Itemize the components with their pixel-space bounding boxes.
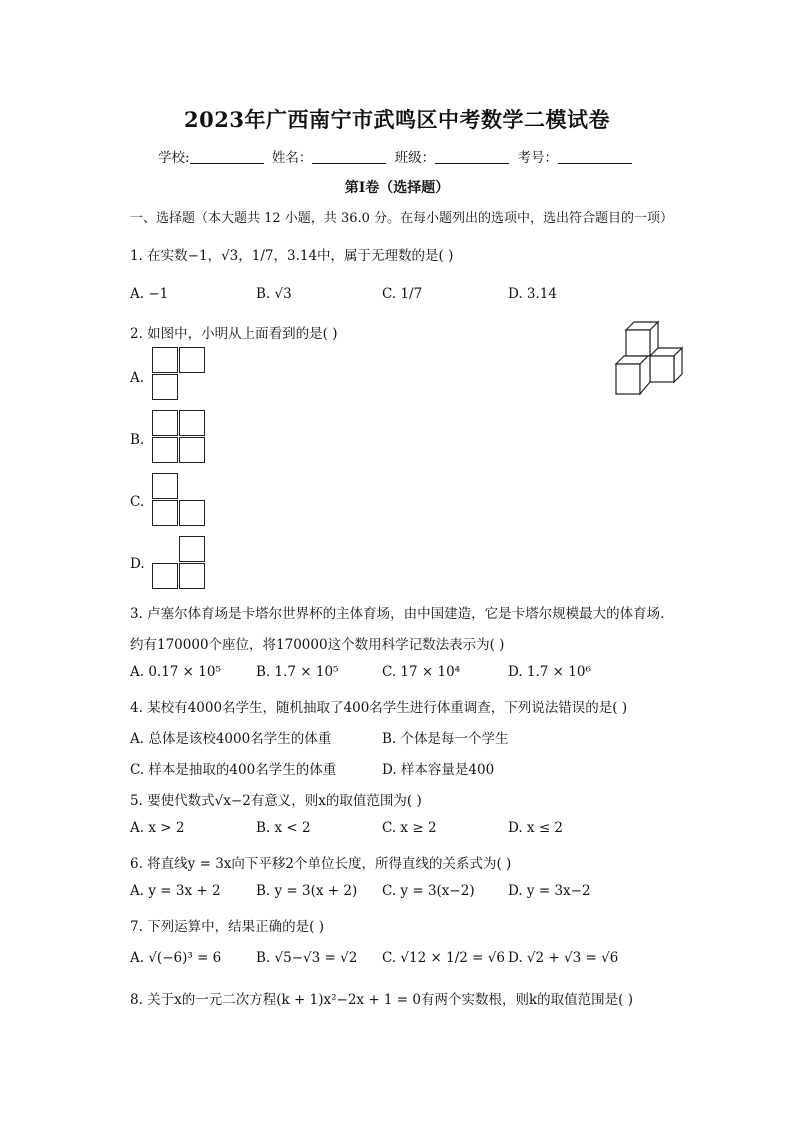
q7-option-d[interactable]: D. √2 + √3 = √6 [508,950,619,966]
school-label: 学校: [158,150,190,166]
q3-option-c[interactable]: C. 17 × 10⁴ [382,664,461,680]
q7-option-a[interactable]: A. √(−6)³ = 6 [130,950,222,966]
q2-d-top-view [152,536,208,592]
student-info-line [0,146,794,166]
q4-option-d[interactable]: D. 样本容量是400 [382,762,495,778]
exam-no-label: 考号： [517,150,558,166]
q2-option-d[interactable]: D. [130,556,145,572]
class-blank [435,149,509,164]
q6-option-c[interactable]: C. y = 3(x−2) [382,883,475,899]
stacked-cubes-figure [612,320,694,398]
q4-option-a[interactable]: A. 总体是该校4000名学生的体重 [130,731,332,747]
section-title: 第Ⅰ卷（选择题） [344,180,450,196]
q1-option-b[interactable]: B. √3 [256,286,292,302]
q6-option-b[interactable]: B. y = 3(x + 2) [256,883,358,899]
class-label: 班级： [394,150,436,166]
exam-no-blank [558,149,632,164]
q5-option-b[interactable]: B. x < 2 [256,820,311,836]
question-7: 7. 下列运算中，结果正确的是( ) [130,919,324,935]
question-8: 8. 关于x的一元二次方程(k + 1)x²−2x + 1 = 0有两个实数根，则k的取值范围是( ) [130,992,633,1008]
q6-option-d[interactable]: D. y = 3x−2 [508,883,591,899]
question-5: 5. 要使代数式√x−2有意义，则x的取值范围为( ) [130,793,422,809]
question-3: 3. 卢塞尔体育场是卡塔尔世界杯的主体育场，由中国建造，它是卡塔尔规模最大的体育场. [130,606,665,622]
q3-option-a[interactable]: A. 0.17 × 10⁵ [130,664,221,680]
q2-c-top-view [152,473,208,529]
q7-option-c[interactable]: C. √12 × 1/2 = √6 [382,950,505,966]
q4-option-c[interactable]: C. 样本是抽取的400名学生的体重 [130,762,337,778]
page-title: 2023年广西南宁市武鸣区中考数学二模试卷 [184,107,610,132]
q5-option-d[interactable]: D. x ≤ 2 [508,820,564,836]
q5-option-a[interactable]: A. x > 2 [130,820,185,836]
q5-option-c[interactable]: C. x ≥ 2 [382,820,437,836]
question-6: 6. 将直线y = 3x向下平移2个单位长度，所得直线的关系式为( ) [130,856,512,872]
question-1: 1. 在实数−1，√3，1/7，3.14中，属于无理数的是( ) [130,248,454,264]
name-blank [312,149,386,164]
q1-option-c[interactable]: C. 1/7 [382,286,423,302]
q2-a-top-view [152,347,208,403]
name-label: 姓名： [271,150,313,166]
q2-option-b[interactable]: B. [130,432,145,448]
q7-option-b[interactable]: B. √5−√3 = √2 [256,950,358,966]
question-3-line-2: 约有170000个座位，将170000这个数用科学记数法表示为( ) [130,637,505,653]
question-4: 4. 某校有4000名学生，随机抽取了400名学生进行体重调查，下列说法错误的是( ) [130,700,628,716]
section-instructions: 一、选择题（本大题共 12 小题，共 36.0 分。在每小题列出的选项中，选出符合题目的一项） [130,211,674,226]
q2-option-a[interactable]: A. [130,370,145,386]
q3-option-d[interactable]: D. 1.7 × 10⁶ [508,664,591,680]
q3-option-b[interactable]: B. 1.7 × 10⁵ [256,664,339,680]
q1-option-d[interactable]: D. 3.14 [508,286,557,302]
q2-b-top-view [152,410,208,466]
q1-option-a[interactable]: A. −1 [130,286,169,302]
q2-option-c[interactable]: C. [130,494,145,510]
question-2: 2. 如图中，小明从上面看到的是( ) [130,326,338,342]
q4-option-b[interactable]: B. 个体是每一个学生 [382,731,509,747]
school-blank [190,149,264,164]
q6-option-a[interactable]: A. y = 3x + 2 [130,883,221,899]
